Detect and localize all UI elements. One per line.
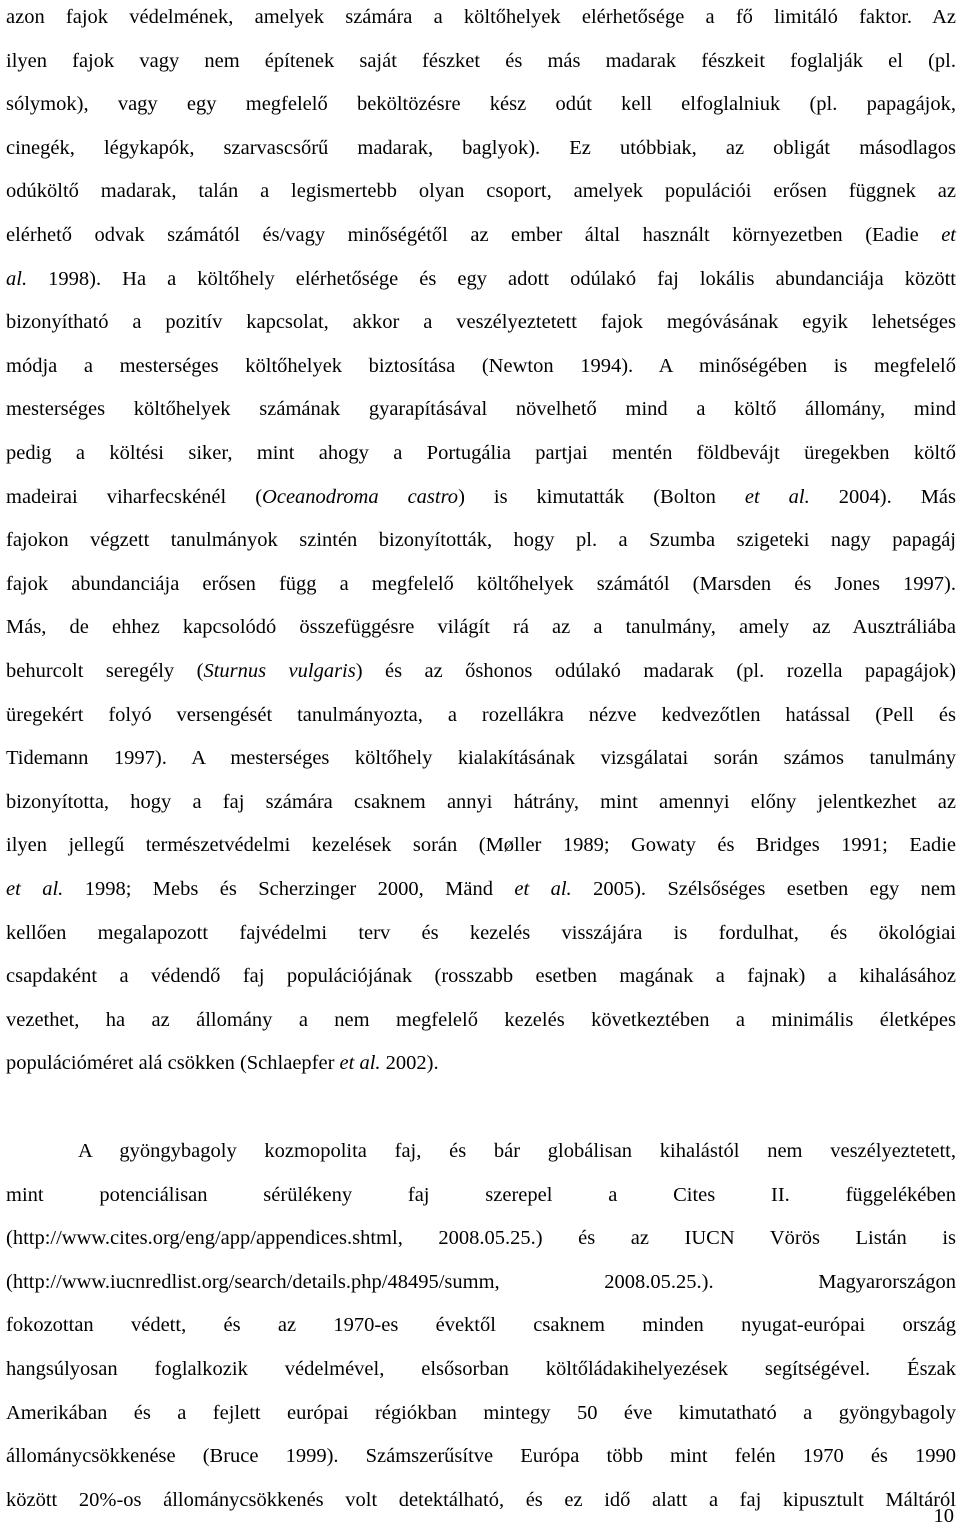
text-run: csapdaként a védendő faj populációjának (rosszabb esetben magának a fajnak) a kihalásához: [6, 965, 956, 987]
text-line: [6, 1485, 956, 1515]
text-line: [6, 394, 956, 424]
text-run: (http://www.cites.org/eng/app/appendices.shtml, 2008.05.25.) és az IUCN Vörös Listán is: [6, 1227, 956, 1249]
text-run: A gyöngybagoly kozmopolita faj, és bár globálisan kihalástól nem veszélyeztetett,: [78, 1140, 956, 1162]
text-line: [6, 89, 956, 119]
italic-text: et al.: [339, 1052, 381, 1074]
text-run: Tidemann 1997). A mesterséges költőhely kialakításának vizsgálatai során számos tanulmány: [6, 747, 956, 769]
text-line: [6, 1310, 956, 1340]
text-run: 2002).: [380, 1052, 439, 1074]
text-run: behurcolt seregély (: [6, 660, 204, 682]
text-run: mesterséges költőhelyek számának gyarapításával növelhető mind a költő állomány, mind: [6, 398, 956, 420]
text-line: [6, 874, 956, 904]
text-line: [6, 656, 956, 686]
text-run: 1998; Mebs és Scherzinger 2000, Mänd: [63, 878, 515, 900]
text-run: hangsúlyosan foglalkozik védelmével, elsősorban költőládakihelyezések segítségével. Észak: [6, 1358, 956, 1380]
text-line: [6, 830, 956, 860]
text-run: (http://www.iucnredlist.org/search/details.php/48495/summ, 2008.05.25.). Magyarországon: [6, 1271, 956, 1293]
text-run: Más, de ehhez kapcsolódó összefüggésre világít rá az a tanulmány, amely az Ausztráliába: [6, 616, 956, 638]
text-run: fokozottan védett, és az 1970-es évektől csaknem minden nyugat-európai ország: [6, 1314, 956, 1336]
text-run: 1998). Ha a költőhely elérhetősége és egy adott odúlakó faj lokális abundanciája között: [27, 268, 956, 290]
text-run: fajok abundanciája erősen függ a megfelelő költőhelyek számától (Marsden és Jones 1997).: [6, 573, 956, 595]
text-run: ) és az őshonos odúlakó madarak (pl. rozella papagájok): [355, 660, 956, 682]
text-run: odúköltő madarak, talán a legismertebb olyan csoport, amelyek populációi erősen függnek az: [6, 180, 956, 202]
text-line: [6, 569, 956, 599]
text-run: ilyen fajok vagy nem építenek saját fészket és más madarak fészkeit foglalják el (pl.: [6, 50, 956, 72]
text-line: [6, 1398, 956, 1428]
italic-text: et: [941, 224, 956, 246]
text-line: [6, 787, 956, 817]
text-line: [6, 482, 956, 512]
italic-text: Oceanodroma castro: [262, 486, 459, 508]
text-run: populációméret alá csökken (Schlaepfer: [6, 1052, 340, 1074]
italic-text: Sturnus vulgaris: [203, 660, 356, 682]
text-run: madeirai viharfecskénél (: [6, 486, 263, 508]
text-line: [6, 612, 956, 642]
text-line: [6, 1005, 956, 1035]
text-run: azon fajok védelmének, amelyek számára a költőhelyek elérhetősége a fő limitáló faktor. Az: [6, 6, 956, 28]
text-line: [6, 351, 956, 381]
text-run: elérhető odvak számától és/vagy minőségétől az ember által használt környezetben (Eadie: [6, 224, 942, 246]
italic-text: et al.: [744, 486, 810, 508]
text-line: [6, 1048, 956, 1078]
text-run: között 20%-os állománycsökkenés volt detektálható, és ez idő alatt a faj kipusztult Máltáról: [6, 1489, 956, 1511]
text-line: [6, 1223, 956, 1253]
text-run: fajokon végzett tanulmányok szintén bizonyították, hogy pl. a Szumba szigeteki nagy papagáj: [6, 529, 956, 551]
text-run: Amerikában és a fejlett európai régiókban mintegy 50 éve kimutatható a gyöngybagoly: [6, 1402, 956, 1424]
text-line: [6, 220, 956, 250]
text-run: pedig a költési siker, mint ahogy a Portugália partjai mentén földbevájt üregekben költő: [6, 442, 956, 464]
text-line: [6, 961, 956, 991]
text-line: [6, 918, 956, 948]
text-line: [6, 525, 956, 555]
italic-text: et al.: [514, 878, 572, 900]
text-line: [6, 1441, 956, 1471]
text-run: bizonyította, hogy a faj számára csaknem annyi hátrány, mint amennyi előny jelentkezhet az: [6, 791, 956, 813]
text-line: [6, 176, 956, 206]
text-run: 2004). Más: [809, 486, 956, 508]
text-line: [6, 46, 956, 76]
text-run: ) is kimutatták (Bolton: [458, 486, 745, 508]
text-run: 2005). Szélsőséges esetben egy nem: [571, 878, 956, 900]
text-run: állománycsökkenése (Bruce 1999). Számszerűsítve Európa több mint felén 1970 és 1990: [6, 1445, 956, 1467]
text-line: [6, 307, 956, 337]
text-run: bizonyítható a pozitív kapcsolat, akkor a veszélyeztetett fajok megóvásának egyik lehetséges: [6, 311, 956, 333]
text-line: [6, 743, 956, 773]
text-line: [6, 1354, 956, 1384]
italic-text: et al.: [6, 878, 64, 900]
text-line: [6, 2, 956, 32]
text-run: módja a mesterséges költőhelyek biztosítása (Newton 1994). A minőségében is megfelelő: [6, 355, 956, 377]
text-line: [6, 264, 956, 294]
page-number: 10: [933, 1505, 954, 1527]
text-run: vezethet, ha az állomány a nem megfelelő kezelés következtében a minimális életképes: [6, 1009, 956, 1031]
text-line: [6, 133, 956, 163]
text-line: [6, 1267, 956, 1297]
text-run: üregekért folyó versengését tanulmányozta, a rozellákra nézve kedvezőtlen hatással (Pell és: [6, 704, 956, 726]
text-run: ilyen jellegű természetvédelmi kezelések során (Møller 1989; Gowaty és Bridges 1991; Eadie: [6, 834, 956, 856]
italic-text: al.: [6, 268, 28, 290]
text-line: [6, 438, 956, 468]
text-line: [6, 700, 956, 730]
text-run: mint potenciálisan sérülékeny faj szerepel a Cites II. függelékében: [6, 1184, 956, 1206]
text-line: [78, 1136, 956, 1166]
text-line: [6, 1180, 956, 1210]
text-run: kellően megalapozott fajvédelmi terv és kezelés visszájára is fordulhat, és ökológiai: [6, 922, 956, 944]
text-run: cinegék, légykapók, szarvascsőrű madarak, baglyok). Ez utóbbiak, az obligát másodlagos: [6, 137, 956, 159]
text-run: sólymok), vagy egy megfelelő beköltözésre kész odút kell elfoglalniuk (pl. papagájok,: [6, 93, 956, 115]
